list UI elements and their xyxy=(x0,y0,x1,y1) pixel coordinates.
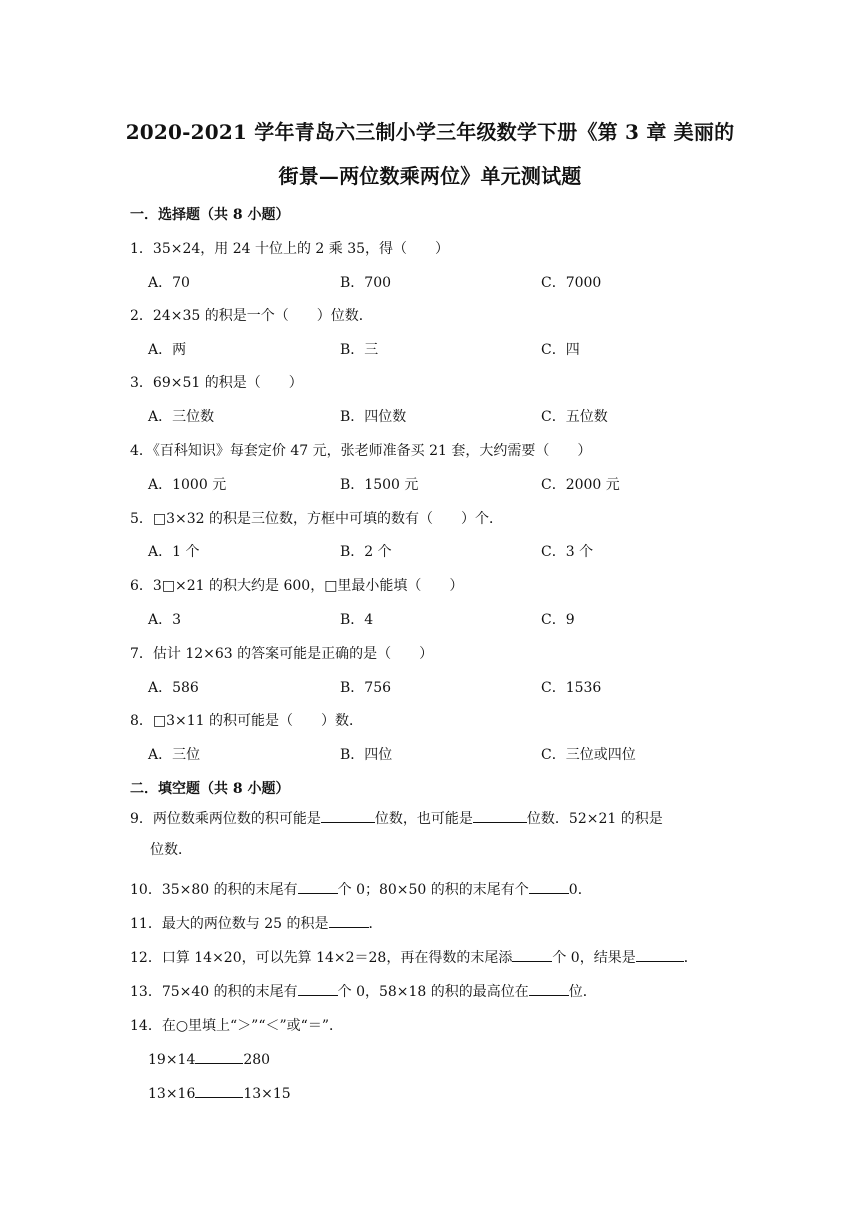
question-1-option-c[interactable]: C．7000 xyxy=(541,275,602,291)
question-11-text-1: 11．最大的两位数与 25 的积是 xyxy=(130,916,329,932)
question-12-text-1: 12．口算 14×20，可以先算 14×2＝28，再在得数的末尾添 xyxy=(130,950,513,966)
question-14-item-1-right: 280 xyxy=(243,1052,271,1068)
question-8-option-b[interactable]: B．四位 xyxy=(340,747,393,763)
question-8-option-c[interactable]: C．三位或四位 xyxy=(541,747,636,763)
question-3-stem: 3．69×51 的积是（ ） xyxy=(130,375,303,391)
question-1-option-b[interactable]: B．700 xyxy=(340,275,392,291)
section-heading-multiple-choice: 一．选择题（共 8 小题） xyxy=(130,207,290,223)
question-12-text-2: 个 0，结果是 xyxy=(552,950,636,966)
question-14-item-1-left: 19×14 xyxy=(148,1052,196,1068)
question-13-text-1: 13．75×40 的积的末尾有 xyxy=(130,984,298,1000)
question-14-item-2-right: 13×15 xyxy=(243,1086,291,1102)
question-14-item-1 xyxy=(148,1049,270,1068)
question-3-option-a[interactable]: A．三位数 xyxy=(148,409,215,425)
question-4-stem: 4．《百科知识》每套定价 47 元，张老师准备买 21 套，大约需要（ ） xyxy=(130,443,592,459)
worksheet-title-line-1: 2020-2021 学年青岛六三制小学三年级数学下册《第 3 章 美丽的 xyxy=(125,120,735,144)
question-4-option-c[interactable]: C．2000 元 xyxy=(541,477,620,493)
question-13 xyxy=(130,981,740,1001)
question-5-option-c[interactable]: C．3 个 xyxy=(541,544,594,560)
question-9-text-4: 位数． xyxy=(150,842,192,858)
section-heading-fill-in: 二．填空题（共 8 小题） xyxy=(130,781,290,797)
answer-blank[interactable] xyxy=(195,1049,243,1064)
question-12-text-3: ． xyxy=(683,950,698,966)
question-8-option-a[interactable]: A．三位 xyxy=(148,747,201,763)
question-14-item-2 xyxy=(148,1083,291,1102)
question-11-text-2: ． xyxy=(368,916,383,932)
question-4-option-b[interactable]: B．1500 元 xyxy=(340,477,419,493)
question-9-text-2: 位数，也可能是 xyxy=(374,811,473,827)
question-13-text-3: 位． xyxy=(568,984,597,1000)
question-1-option-a[interactable]: A．70 xyxy=(148,275,190,291)
question-12 xyxy=(130,947,740,967)
question-5-option-a[interactable]: A．1 个 xyxy=(148,544,200,560)
question-8-stem: 8．□3×11 的积可能是（ ）数． xyxy=(130,713,364,729)
question-6-option-b[interactable]: B．4 xyxy=(340,612,374,628)
question-3-option-b[interactable]: B．四位数 xyxy=(340,409,407,425)
question-2-option-a[interactable]: A．两 xyxy=(148,342,187,358)
answer-blank[interactable] xyxy=(298,981,338,996)
answer-blank[interactable] xyxy=(321,808,375,823)
answer-blank[interactable] xyxy=(473,808,527,823)
question-14-stem: 14．在○里填上“＞”“＜”或“＝”． xyxy=(130,1018,343,1034)
answer-blank[interactable] xyxy=(529,879,569,894)
answer-blank[interactable] xyxy=(529,981,569,996)
question-5-option-b[interactable]: B．2 个 xyxy=(340,544,392,560)
question-2-option-c[interactable]: C．四 xyxy=(541,342,580,358)
question-2-stem: 2．24×35 的积是一个（ ）位数． xyxy=(130,308,373,324)
question-7-option-a[interactable]: A．586 xyxy=(148,680,199,696)
question-4-option-a[interactable]: A．1000 元 xyxy=(148,477,227,493)
answer-blank[interactable] xyxy=(512,947,552,962)
question-7-option-b[interactable]: B．756 xyxy=(340,680,392,696)
question-9-text-1: 9．两位数乘两位数的积可能是 xyxy=(130,811,321,827)
answer-blank[interactable] xyxy=(298,879,338,894)
question-7-stem: 7．估计 12×63 的答案可能是正确的是（ ） xyxy=(130,646,434,662)
question-1-stem: 1．35×24，用 24 十位上的 2 乘 35，得（ ） xyxy=(130,241,450,257)
question-3-option-c[interactable]: C．五位数 xyxy=(541,409,608,425)
answer-blank[interactable] xyxy=(329,913,369,928)
question-5-stem: 5．□3×32 的积是三位数，方框中可填的数有（ ）个． xyxy=(130,511,504,527)
question-10 xyxy=(130,879,740,899)
question-14-item-2-left: 13×16 xyxy=(148,1086,196,1102)
question-6-option-c[interactable]: C．9 xyxy=(541,612,575,628)
question-6-stem: 6．3□×21 的积大约是 600，□里最小能填（ ） xyxy=(130,578,464,594)
question-11 xyxy=(130,913,740,933)
question-13-text-2: 个 0，58×18 的积的最高位在 xyxy=(337,984,529,1000)
question-10-text-2: 个 0；80×50 的积的末尾有个 xyxy=(337,882,529,898)
question-2-option-b[interactable]: B．三 xyxy=(340,342,379,358)
question-6-option-a[interactable]: A．3 xyxy=(148,612,182,628)
answer-blank[interactable] xyxy=(636,947,684,962)
worksheet-title-line-2: 街景—两位数乘两位》单元测试题 xyxy=(278,164,582,188)
question-9-text-3: 位数．52×21 的积是 xyxy=(526,811,663,827)
question-10-text-3: 0． xyxy=(568,882,592,898)
question-7-option-c[interactable]: C．1536 xyxy=(541,680,602,696)
question-10-text-1: 10．35×80 的积的末尾有 xyxy=(130,882,298,898)
answer-blank[interactable] xyxy=(195,1083,243,1098)
question-9 xyxy=(130,804,740,866)
